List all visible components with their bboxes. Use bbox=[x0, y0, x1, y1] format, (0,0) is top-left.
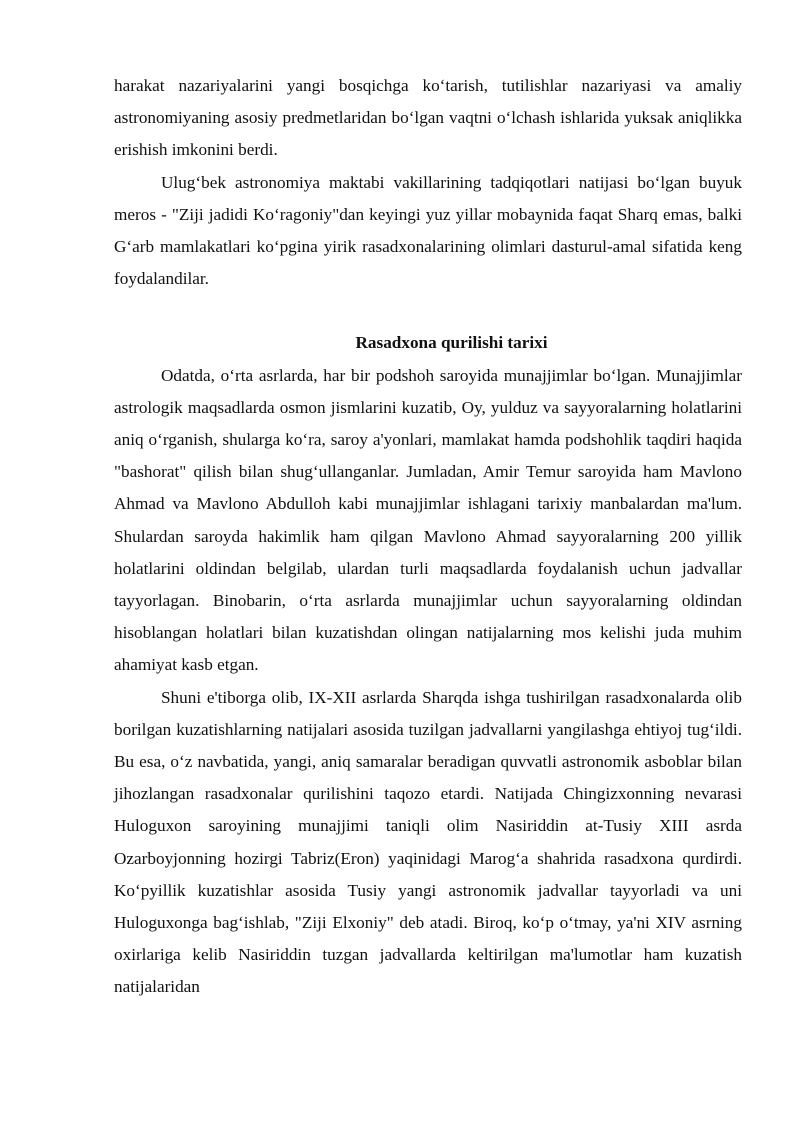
paragraph-observatories: Shuni e'tiborga olib, IX-XII asrlarda Sharqda ishga tushirilgan rasadxonalarda olib borilgan kuzatishlarning natijalari asosida tuzilgan jadvallarni yangilashga ehtiyoj tug‘ildi. Bu esa, o‘z navbatida, yangi, aniq samaralar beradigan quvvatli astronomik asboblar bilan jihozlangan rasadxonalar qurilishini taqozo etardi. Natijada Chingizxonning nevarasi Huloguxon saroyining munajjimi taniqli olim Nasiriddin at-Tusiy XIII asrda Ozarboyjonning hozirgi Tabriz(Eron) yaqinidagi Marog‘a shahrida rasadxona qurdirdi. Ko‘pyillik kuzatishlar asosida Tusiy yangi astronomik jadvallar tayyorladi va uni Huloguxonga bag‘ishlab, "Ziji Elxoniy" deb atadi. Biroq, ko‘p o‘tmay, ya'ni XIV asrning oxirlariga kelib Nasiriddin tuzgan jadvallarda keltirilgan ma'lumotlar ham kuzatish natijalaridan bbox=[114, 687, 742, 997]
paragraph-court-astronomers: Odatda, o‘rta asrlarda, har bir podshoh saroyida munajjimlar bo‘lgan. Munajjimlar astrologik maqsadlarda osmon jismlarini kuzatib, Oy, yulduz va sayyoralarning holatlarini aniq o‘rganish, shularga ko‘ra, saroy a'yonlari, mamlakat hamda podshohlik taqdiri haqida "bashorat" qilish bilan shug‘ullanganlar. Jumladan, Amir Temur saroyida ham Mavlono Ahmad va Mavlono Abdulloh kabi munajjimlar ishlagani tarixiy manbalardan ma'lum. Shulardan saroyda hakimlik ham qilgan Mavlono Ahmad sayyoralarning 200 yillik holatlarini oldindan belgilab, ulardan turli maqsadlarda foydalanish uchun jadvallar tayyorlagan. Binobarin, o‘rta asrlarda munajjimlar uchun sayyoralarning oldindan hisoblangan holatlari bilan kuzatishdan olingan natijalarning mos kelishi juda muhim ahamiyat kasb etgan. bbox=[114, 365, 742, 675]
paragraph-continuation: harakat nazariyalarini yangi bosqichga ko‘tarish, tutilishlar nazariyasi va amaliy astronomiyaning asosiy predmetlaridan bo‘lgan vaqtni o‘lchash ishlarida yuksak aniqlikka erishish imkonini berdi. bbox=[114, 76, 742, 160]
paragraph-ulugbek-school: Ulug‘bek astronomiya maktabi vakillarining tadqiqotlari natijasi bo‘lgan buyuk meros - "Ziji jadidi Ko‘ragoniy"dan keyingi yuz yillar mobaynida faqat Sharq emas, balki G‘arb mamlakatlari ko‘pgina yirik rasadxonalarining olimlari dasturul-amal sifatida keng foydalandilar. bbox=[114, 172, 742, 289]
section-heading: Rasadxona qurilishi tarixi bbox=[355, 333, 548, 353]
document-page bbox=[114, 70, 742, 1004]
